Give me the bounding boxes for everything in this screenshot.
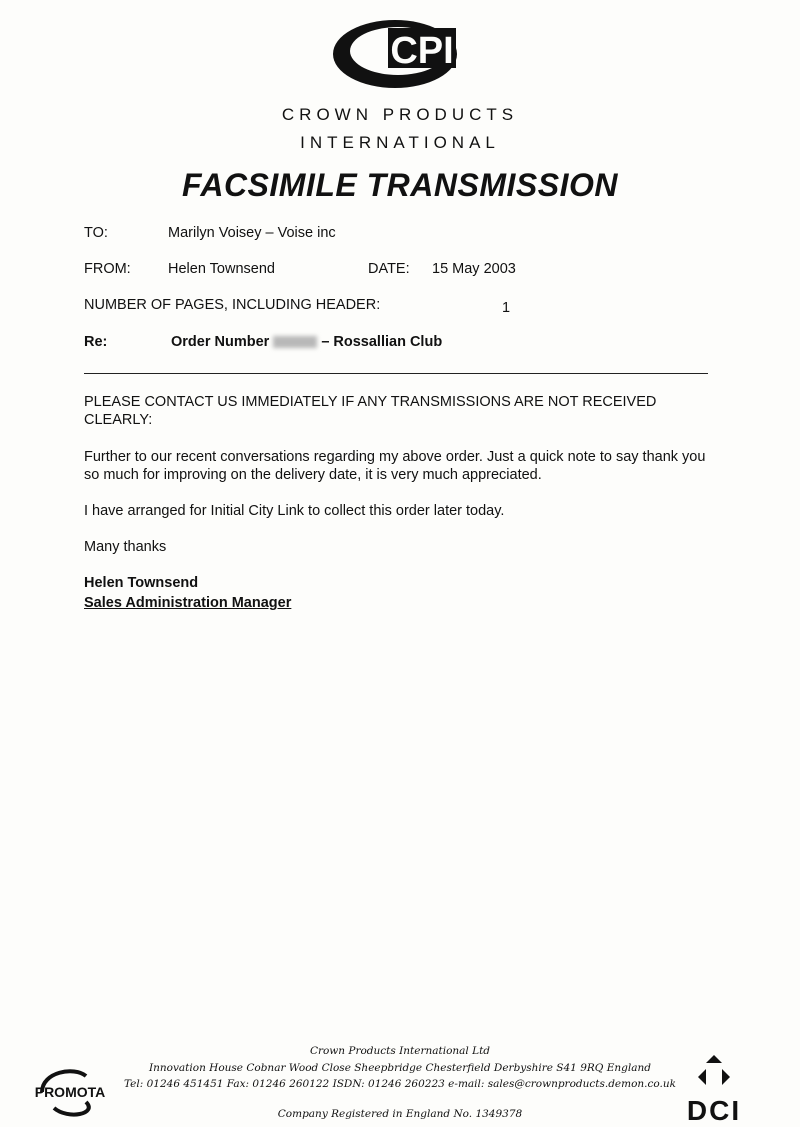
date-label: DATE: bbox=[368, 261, 410, 277]
from-label: FROM: bbox=[84, 261, 131, 277]
document-title: FACSIMILE TRANSMISSION bbox=[182, 167, 618, 203]
promota-logo bbox=[28, 1062, 112, 1120]
order-club: – Rossallian Club bbox=[321, 334, 443, 350]
body-paragraph: Further to our recent conversations regarding my above order. Just a quick note to say thank you so much for improving on the delivery date, it is very much appreciated. bbox=[84, 449, 706, 483]
to-value: Marilyn Voisey – Voise inc bbox=[168, 225, 336, 241]
footer-registration: Company Registered in England No. 1349378 bbox=[277, 1108, 523, 1120]
date-value: 15 May 2003 bbox=[432, 261, 516, 277]
cpi-logo bbox=[330, 18, 460, 90]
company-name: CROWN PRODUCTS bbox=[281, 105, 519, 124]
from-value: Helen Townsend bbox=[168, 261, 275, 277]
dci-logo-text: DCI bbox=[686, 1095, 742, 1126]
company-name-line2: INTERNATIONAL bbox=[300, 133, 500, 152]
body-paragraph-2: I have arranged for Initial City Link to collect this order later today. bbox=[84, 503, 505, 519]
footer-address: Innovation House Cobnar Wood Close Sheepbridge Chesterfield Derbyshire S41 9RQ England bbox=[148, 1062, 651, 1074]
re-label: Re: bbox=[84, 334, 108, 350]
signer-title: Sales Administration Manager bbox=[84, 595, 292, 611]
redacted-order-number bbox=[273, 336, 317, 348]
footer-company: Crown Products International Ltd bbox=[309, 1045, 491, 1057]
to-label: TO: bbox=[84, 225, 108, 241]
promota-logo-text: PROMOTA bbox=[34, 1084, 106, 1100]
signer-name: Helen Townsend bbox=[84, 575, 199, 591]
svg-text:CPI: CPI bbox=[390, 30, 454, 72]
divider bbox=[84, 373, 708, 374]
dci-logo bbox=[676, 1055, 752, 1127]
re-value bbox=[171, 334, 442, 350]
notice-text: PLEASE CONTACT US IMMEDIATELY IF ANY TRANSMISSIONS ARE NOT RECEIVED CLEARLY: bbox=[84, 394, 657, 428]
order-number-label: Order Number bbox=[171, 334, 270, 350]
pages-label: NUMBER OF PAGES, INCLUDING HEADER: bbox=[84, 297, 381, 313]
closing-text: Many thanks bbox=[84, 539, 167, 555]
footer-contact: Tel: 01246 451451 Fax: 01246 260122 ISDN: 01246 260223 e-mail: sales@crownproducts.demon.co.uk bbox=[123, 1078, 676, 1090]
pages-value: 1 bbox=[502, 300, 511, 316]
